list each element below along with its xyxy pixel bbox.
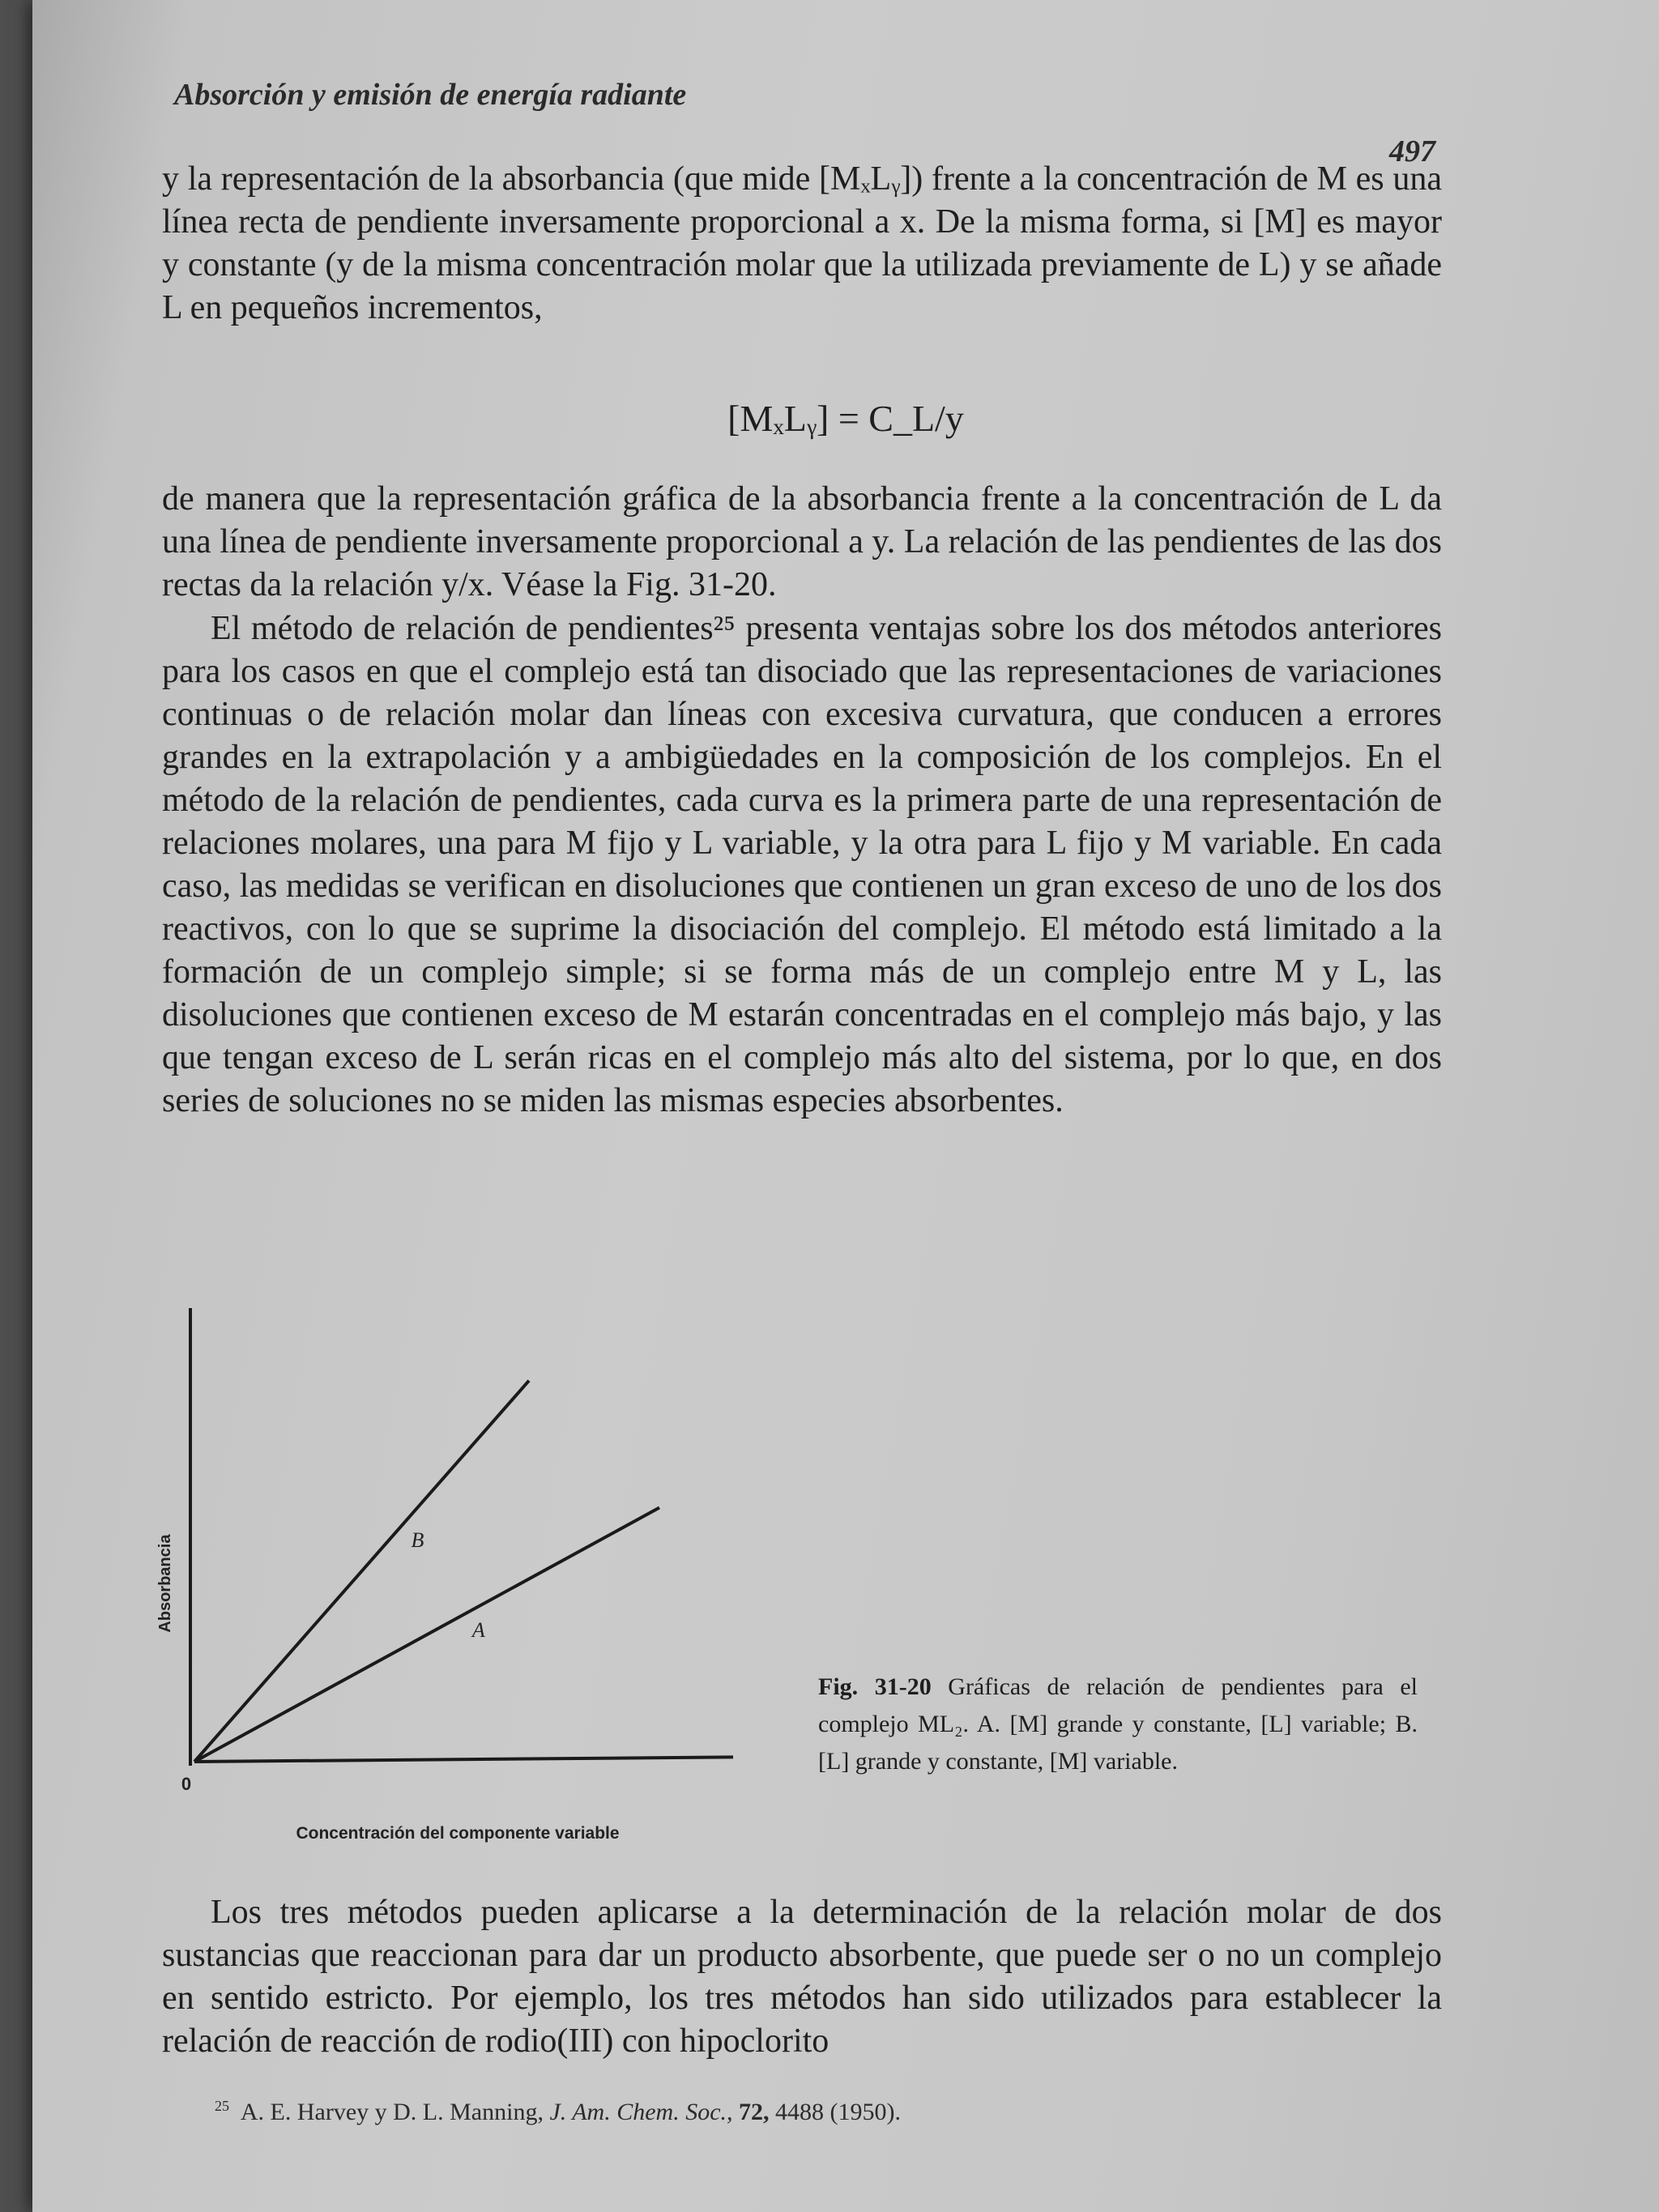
footnote-marker: 25 xyxy=(215,2098,229,2114)
origin-label: 0 xyxy=(181,1774,192,1794)
paragraph-4: Los tres métodos pueden aplicarse a la determinación de la relación molar de dos sustancias que reaccionan para dar un producto absorbente, que puede ser o no un complejo en sentido estricto. Por ejemplo, los tres métodos han sido utilizados para establecer la relación de reacción de rodio(III) con hipoclorito xyxy=(162,1894,1442,2060)
figure-number: Fig. 31-20 xyxy=(818,1673,932,1700)
x-baseline xyxy=(194,1757,733,1762)
paragraph-3: El método de relación de pendientes²⁵ presenta ventajas sobre los dos métodos anteriores para los casos en que el complejo está tan disociado que las representaciones de variaciones continuas o de relación molar dan líneas con excesiva curvatura, que conducen a errores grandes en la extrapolación y a ambigüedades en la composición de los complejos. En el método de la relación de pendientes, cada curva es la primera parte de una representación de relaciones molares, una para M fijo y L variable, y la otra para L fijo y M variable. En cada caso, las medidas se verifican en disoluciones que contienen un gran exceso de uno de los dos reactivos, con lo que se suprime la disociación del complejo. El método está limitado a la formación de un complejo simple; si se forma más de un complejo entre M y L, las disoluciones que contienen exceso de M estarán concentradas en el complejo más bajo, y las que tengan exceso de L serán ricas en el complejo más alto del sistema, por lo que, en dos series de soluciones no se miden las mismas especies absorbentes. xyxy=(162,610,1442,1119)
series-label-a: A xyxy=(471,1618,485,1643)
footnote-volume: 72, xyxy=(739,2099,770,2125)
x-axis-label: Concentración del componente variable xyxy=(296,1824,620,1843)
paragraph-2: de manera que la representación gráfica de la absorbancia frente a la concentración de L da una línea de pendiente inversamente proporcional a y. La relación de las pendientes de las dos rectas da la relación y/x. Véase la Fig. 31-20. xyxy=(162,480,1442,603)
figure-caption xyxy=(818,1669,1418,1780)
footnote-journal: J. Am. Chem. Soc., xyxy=(549,2099,733,2125)
running-title: Absorción y emisión de energía radiante xyxy=(174,78,687,112)
footnote-authors: A. E. Harvey y D. L. Manning, xyxy=(240,2099,544,2125)
book-page xyxy=(32,0,1659,2212)
paragraph-1: y la representación de la absorbancia (que mide [MₓLᵧ]) frente a la concentración de M es una línea recta de pendiente inversamente proporcional a x. De la misma forma, si [M] es mayor y constante (y de la misma concentración molar que la utilizada previamente de L) y se añade L en pequeños incrementos, xyxy=(162,160,1442,326)
figure-caption-text: Gráficas de relación de pendientes para el complejo ML₂. A. [M] grande y constante, [L] variable; B. [L] grande y constante, [M] variable. xyxy=(818,1673,1418,1775)
slope-ratio-chart xyxy=(146,1296,826,1863)
series-line-b xyxy=(194,1381,529,1762)
footnote-pages: 4488 (1950). xyxy=(775,2099,902,2125)
equation: [MₓLᵧ] = C_L/y xyxy=(727,398,964,439)
y-axis-label: Absorbancia xyxy=(156,1534,174,1633)
footnote xyxy=(215,2098,901,2126)
figure-31-20 xyxy=(146,1296,826,1863)
series-label-b: B xyxy=(411,1528,424,1553)
series-line-a xyxy=(194,1507,659,1762)
page-number: 497 xyxy=(1389,134,1435,168)
